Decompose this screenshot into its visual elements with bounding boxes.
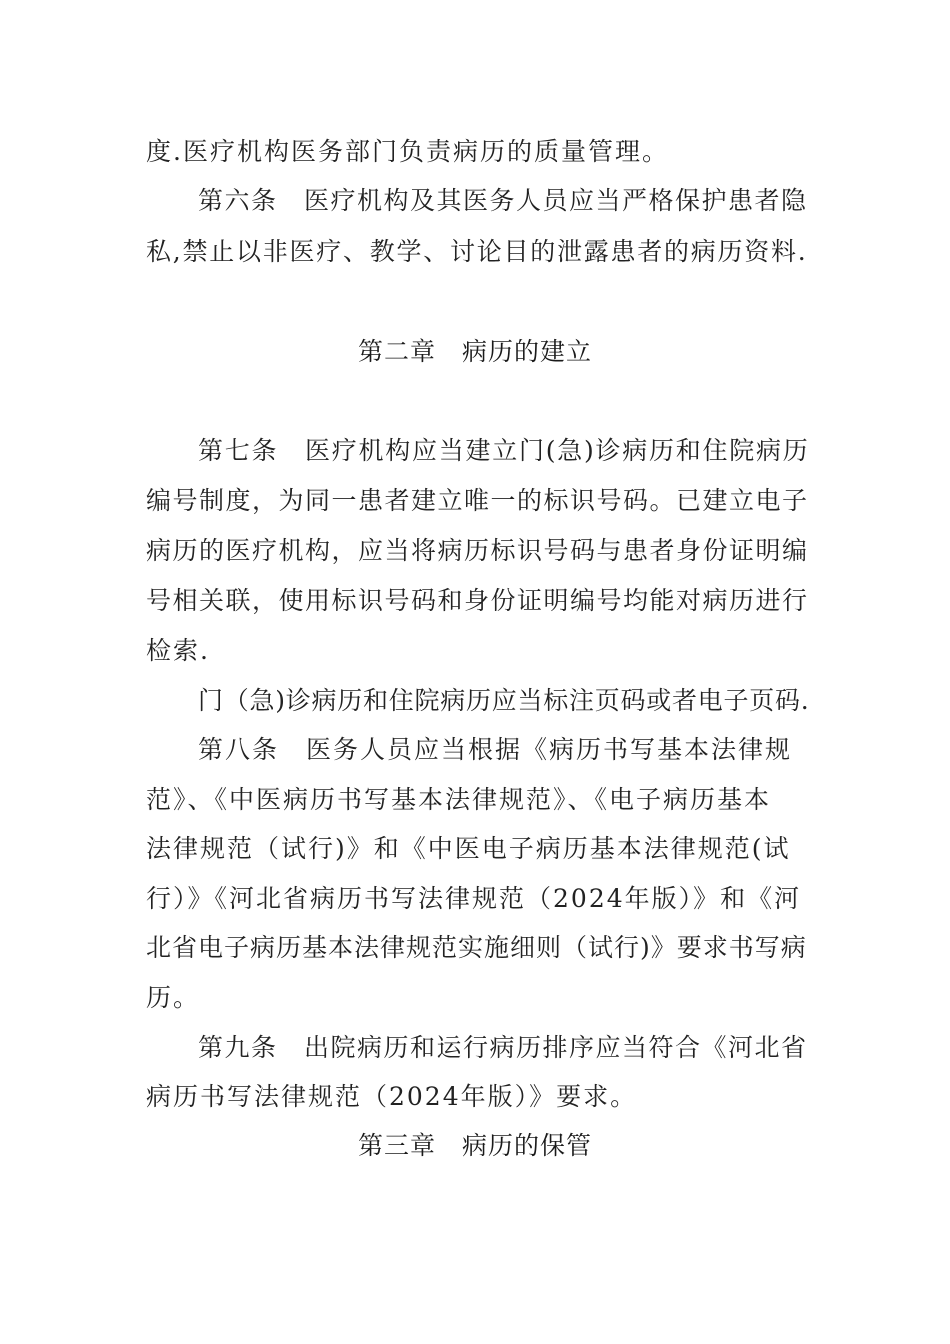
article-7-line-4: 号相关联，使用标识号码和身份证明编号均能对病历进行: [146, 586, 809, 615]
article-7-line-2: 编号制度，为同一患者建立唯一的标识号码。已建立电子: [146, 486, 809, 515]
article-7-line-5: 检索.: [146, 636, 210, 665]
paragraph-line: 度.医疗机构医务部门负责病历的质量管理。: [146, 137, 669, 166]
article-7-paragraph-2: 门（急)诊病历和住院病历应当标注页码或者电子页码.: [198, 686, 810, 715]
article-8-line-4: 行）》《河北省病历书写法律规范（2024年版）》和《河: [146, 884, 802, 913]
chapter-2-heading: 第二章 病历的建立: [357, 337, 592, 366]
article-8-line-1: 第八条 医务人员应当根据《病历书写基本法律规: [198, 735, 793, 764]
article-6-line-1: 第六条 医疗机构及其医务人员应当严格保护患者隐: [198, 186, 808, 215]
article-9-line-1: 第九条 出院病历和运行病历排序应当符合《河北省: [198, 1033, 808, 1062]
article-8-line-2: 范》、《中医病历书写基本法律规范》、《电子病历基本: [146, 785, 772, 814]
article-9-line-2: 病历书写法律规范（2024年版）》要求。: [146, 1082, 638, 1111]
article-6-line-2: 私,禁止以非医疗、教学、讨论目的泄露患者的病历资料.: [146, 237, 808, 266]
article-7-line-1: 第七条 医疗机构应当建立门(急)诊病历和住院病历: [198, 436, 810, 465]
article-8-line-5: 北省电子病历基本法律规范实施细则（试行)》要求书写病: [146, 933, 807, 962]
article-8-line-3: 法律规范（试行)》和《中医电子病历基本法律规范(试: [146, 834, 791, 863]
article-8-line-6: 历。: [146, 983, 201, 1012]
article-7-line-3: 病历的医疗机构，应当将病历标识号码与患者身份证明编: [146, 536, 809, 565]
chapter-3-heading: 第三章 病历的保管: [357, 1131, 592, 1160]
